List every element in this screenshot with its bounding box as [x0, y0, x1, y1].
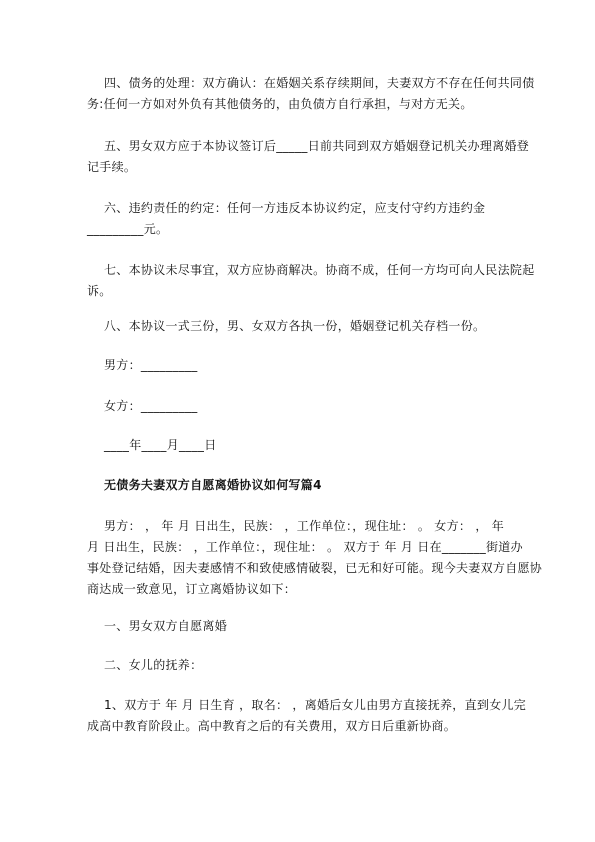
- item-1: 一、男女双方自愿离婚: [104, 619, 228, 633]
- intro-line-4: 商达成一致意见，订立离婚协议如下：: [87, 582, 297, 596]
- clause-5-line-1: 五、男女双方应于本协议签订后_____日前共同到双方婚姻登记机关办理离婚登: [104, 139, 530, 153]
- clause-8: 八、本协议一式三份，男、女双方各执一份，婚姻登记机关存档一份。: [104, 319, 486, 333]
- intro-line-3: 事处登记结婚，因夫妻感情不和致使感情破裂，已无和好可能。现今夫妻双方自愿协: [87, 561, 543, 575]
- clause-6-line-2: _________元。: [87, 222, 169, 236]
- clause-6-line-1: 六、违约责任的约定：任何一方违反本协议约定，应支付守约方违约金: [104, 201, 486, 215]
- date-line: ____年____月____日: [104, 438, 217, 452]
- female-signature-line: 女方：_________: [104, 399, 198, 413]
- clause-7-line-2: 诉。: [87, 284, 112, 298]
- sub-item-1-line-2: 成高中教育阶段止。高中教育之后的有关费用，双方日后重新协商。: [87, 719, 457, 733]
- male-signature-line: 男方：_________: [104, 358, 198, 372]
- intro-line-2: 月 日出生，民族： ，工作单位：，现住址： 。 双方于 年 月 日在_______街道办: [87, 540, 523, 554]
- section-title: 无债务夫妻双方自愿离婚协议如何写篇4: [104, 478, 322, 492]
- clause-4-line-2: 务:任何一方如对外负有其他债务的，由负债方自行承担，与对方无关。: [87, 97, 473, 111]
- intro-line-1: 男方： ， 年 月 日出生，民族： ，工作单位：，现住址： 。 女方： ， 年: [104, 519, 505, 533]
- clause-7-line-1: 七、本协议未尽事宜，双方应协商解决。协商不成，任何一方均可向人民法院起: [104, 263, 535, 277]
- item-2: 二、女儿的抚养：: [104, 658, 203, 672]
- sub-item-1-line-1: 1、双方于 年 月 日生育 ，取名： ，离婚后女儿由男方直接抚养，直到女儿完: [104, 698, 527, 712]
- clause-5-line-2: 记手续。: [87, 160, 137, 174]
- clause-4-line-1: 四、债务的处理：双方确认：在婚姻关系存续期间，夫妻双方不存在任何共同债: [104, 76, 535, 90]
